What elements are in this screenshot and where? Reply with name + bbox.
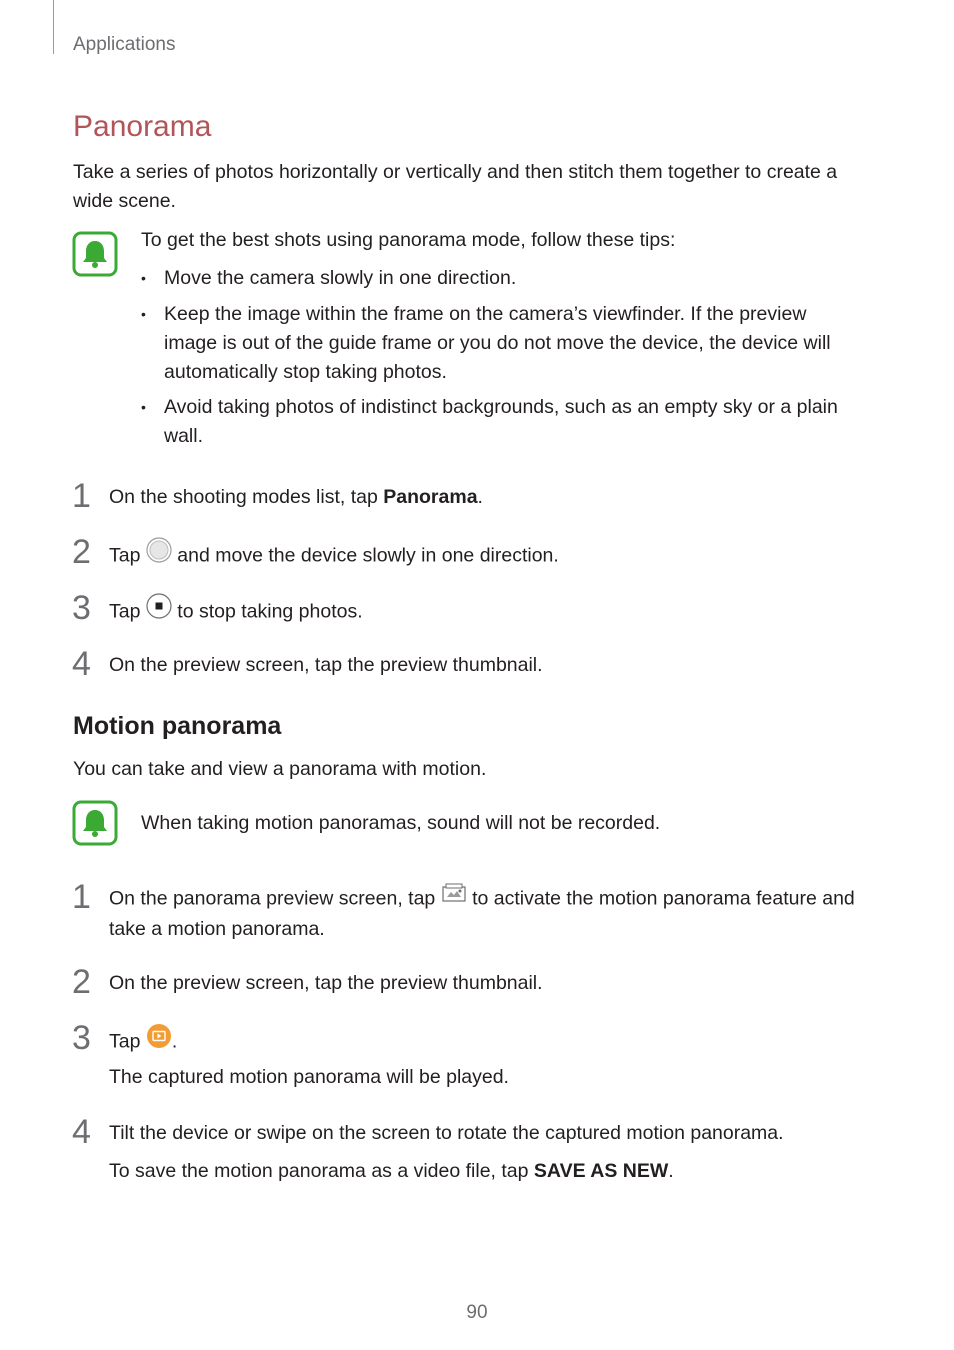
step-text-part: and move the device slowly in one direction. (171, 544, 559, 567)
step-number: 2 (72, 533, 91, 571)
note-lead: To get the best shots using panorama mode, follow these tips: (141, 229, 676, 251)
step-text: Tilt the device or swipe on the screen to rotate the captured motion panorama. (109, 1122, 784, 1144)
section-subheading: Motion panorama (73, 712, 282, 740)
step-number: 3 (72, 1019, 91, 1057)
step-text: On the preview screen, tap the preview thumbnail. (109, 972, 543, 994)
bullet-text: Move the camera slowly in one direction. (164, 267, 517, 289)
step-text-part: . (668, 1160, 674, 1182)
bullet-dot: • (141, 399, 146, 415)
header-rule (53, 0, 54, 54)
step-subtext (109, 1157, 869, 1186)
step-subtext: The captured motion panorama will be played. (109, 1066, 509, 1088)
step-text: On the preview screen, tap the preview thumbnail. (109, 654, 543, 676)
step-text-part: To save the motion panorama as a video file, tap (109, 1160, 534, 1182)
step-text (109, 483, 869, 512)
bullet-dot: • (141, 270, 146, 286)
bullet-dot: • (141, 306, 146, 322)
note-bell-icon (72, 231, 118, 277)
step-number: 4 (72, 1113, 91, 1151)
step-text-part: On the shooting modes list, tap (109, 486, 384, 508)
step-number: 4 (72, 645, 91, 683)
save-as-new-label: SAVE AS NEW (533, 1160, 669, 1182)
bullet-text: Keep the image within the frame on the camera’s viewfinder. If the preview image is out of the guide frame or you do not move the device, the device will automatically stop taking photos. (164, 303, 831, 383)
step-text (109, 539, 869, 574)
page-title: Panorama (73, 110, 212, 143)
step-number: 1 (72, 878, 91, 916)
motion-intro: You can take and view a panorama with motion. (73, 758, 487, 780)
motion-panorama-icon (441, 882, 467, 913)
step-text-part: to stop taking photos. (171, 600, 363, 623)
stop-button-icon (146, 593, 172, 628)
step-bold: Panorama (383, 486, 478, 508)
step-text (109, 595, 869, 630)
step-text (109, 1025, 869, 1060)
step-text-part: On the panorama preview screen, tap (109, 887, 441, 910)
step-number: 3 (72, 589, 91, 627)
play-motion-icon (146, 1023, 172, 1058)
step-number: 1 (72, 477, 91, 515)
section-header: Applications (73, 34, 176, 55)
note-text: When taking motion panoramas, sound will not be recorded. (141, 812, 661, 834)
step-text-part: to activate the motion panorama feature and take a motion panorama. (109, 887, 855, 940)
shutter-button-icon (146, 537, 172, 572)
note-bell-icon (72, 800, 118, 846)
step-text-part: . (171, 1030, 178, 1053)
step-text-part: Tap (109, 1030, 146, 1053)
step-text-part: Tap (109, 600, 146, 623)
step-text-part: Tap (109, 544, 146, 567)
step-text (109, 884, 869, 944)
page-number: 90 (466, 1302, 488, 1323)
intro-paragraph: Take a series of photos horizontally or vertically and then stitch them together to create a wide scene. (73, 161, 838, 212)
step-number: 2 (72, 963, 91, 1001)
step-text-part: . (477, 486, 483, 508)
bullet-text: Avoid taking photos of indistinct backgrounds, such as an empty sky or a plain wall. (164, 396, 838, 447)
